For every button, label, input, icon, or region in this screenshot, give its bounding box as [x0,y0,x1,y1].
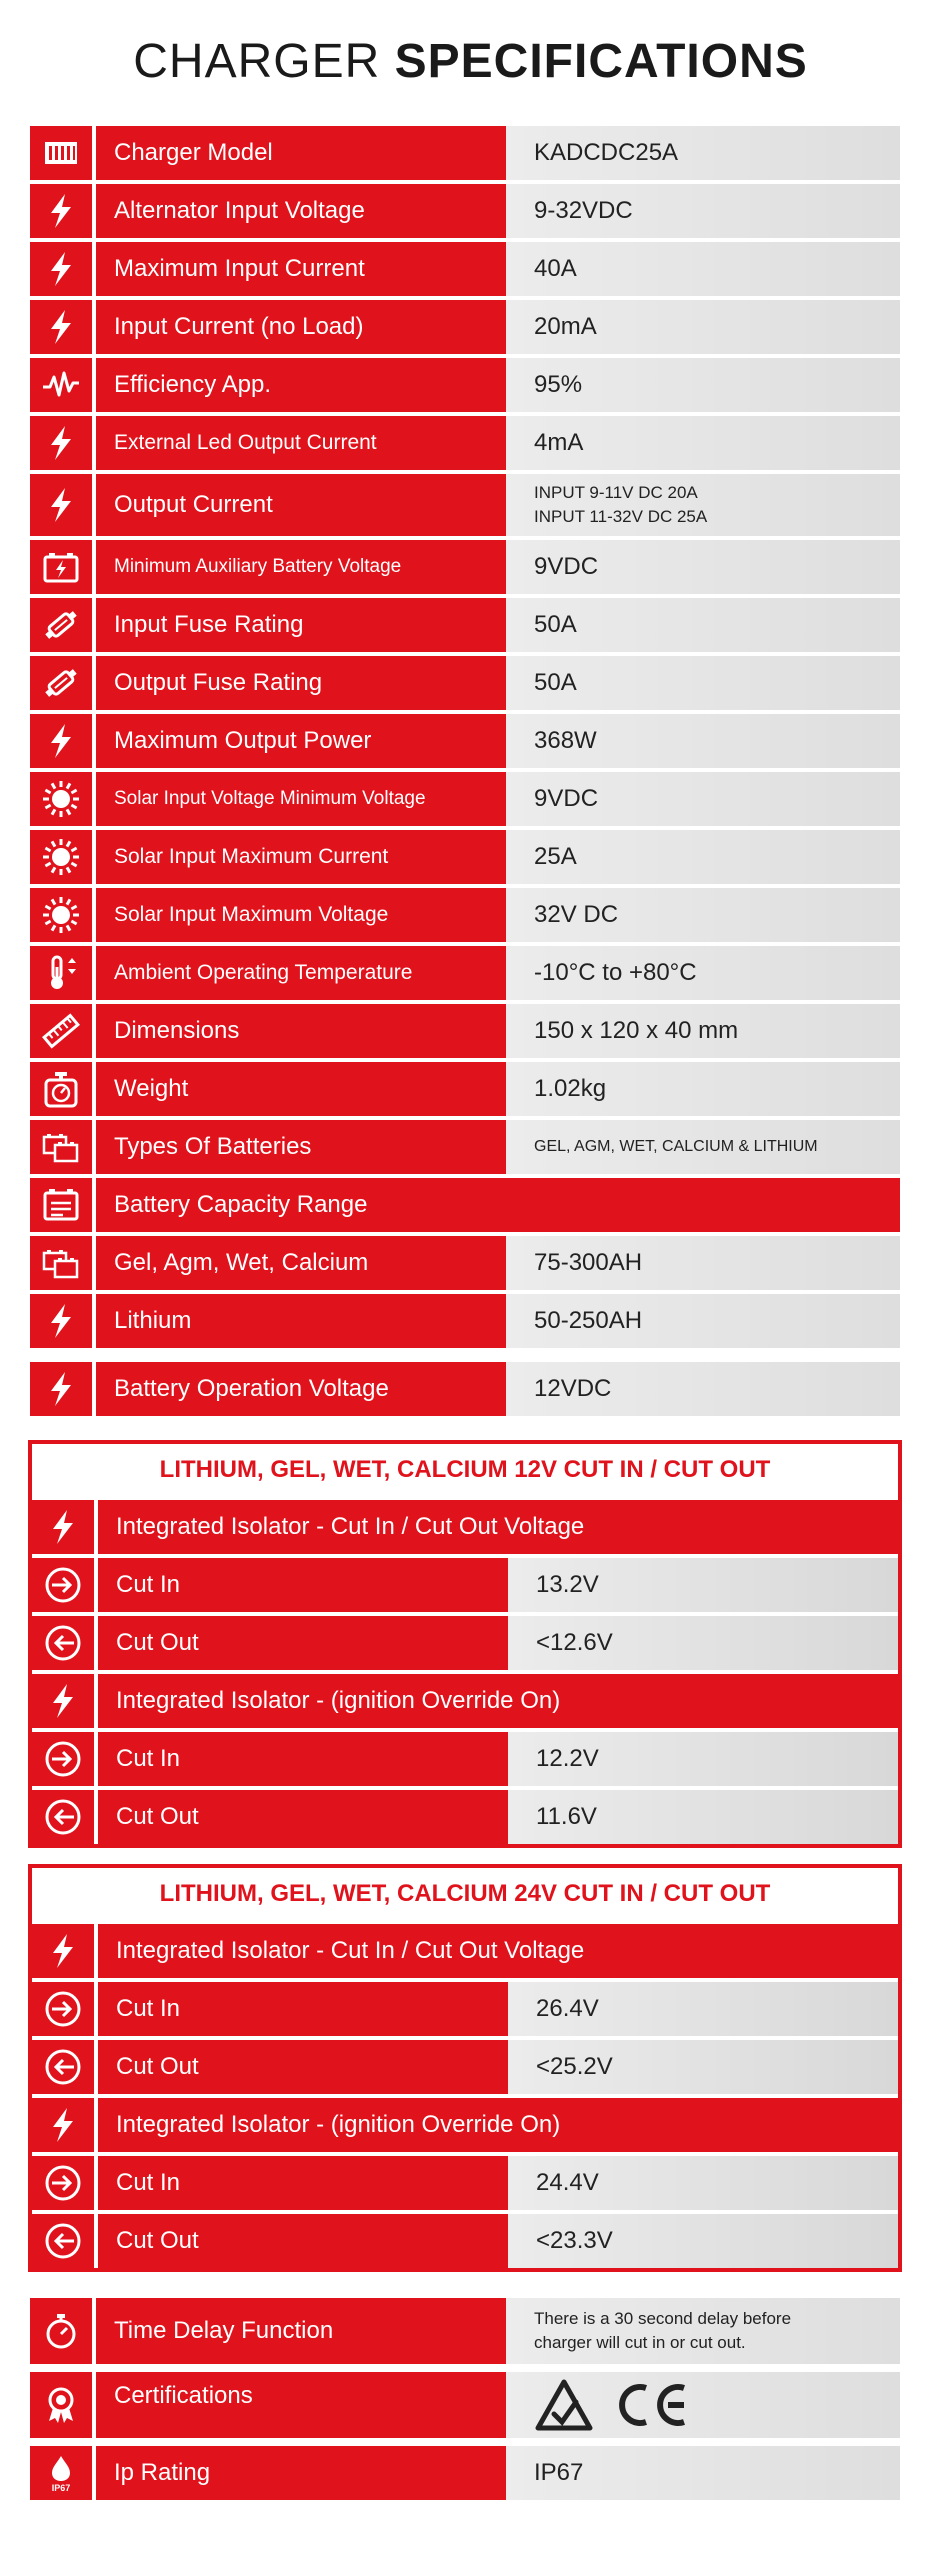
spec-row [30,888,900,942]
ip67-icon [30,2446,96,2500]
spec-value: 25A [506,830,900,884]
sun-icon [30,772,96,826]
fuse-icon [30,598,96,652]
ce-mark-icon [612,2380,692,2430]
spec-row [30,714,900,768]
spec-value: 40A [506,242,900,296]
section-heading: LITHIUM, GEL, WET, CALCIUM 12V CUT IN / CUT OUT [32,1444,898,1496]
spec-value-line: INPUT 9-11V DC 20A [534,483,698,502]
spec-row [30,772,900,826]
sun-icon [30,888,96,942]
spec-row [30,598,900,652]
spec-row [30,300,900,354]
spec-label: Gel, Agm, Wet, Calcium [96,1236,506,1290]
spec-value: 24.4V [508,2156,898,2210]
spec-label: Cut Out [98,1790,508,1844]
lightning-icon [30,242,96,296]
spec-row [30,1004,900,1058]
spec-label: Cut Out [98,2040,508,2094]
cut-in-icon [32,1982,98,2036]
stopwatch-icon [30,2298,96,2364]
spec-value-line: charger will cut in or cut out. [534,2333,746,2352]
spec-value: 13.2V [508,1558,898,1612]
battery-gauge-icon [30,1178,96,1232]
lightning-icon [30,1362,96,1416]
spec-row [30,126,900,180]
spec-label: Output Current [96,474,506,536]
cut-in-icon [32,2156,98,2210]
spec-label: Minimum Auxiliary Battery Voltage [96,540,506,594]
spec-value: 9-32VDC [506,184,900,238]
spec-label: Cut Out [98,1616,508,1670]
spec-label: Cut In [98,1558,508,1612]
spec-row [32,1554,898,1612]
rcm-mark-icon [534,2378,594,2432]
spec-row [30,416,900,470]
spec-label: Ip Rating [96,2446,506,2500]
spec-value: 11.6V [508,1790,898,1844]
spec-row [30,1062,900,1116]
spec-row [30,242,900,296]
spec-row [32,1612,898,1670]
waveform-icon [30,358,96,412]
spec-value: <25.2V [508,2040,898,2094]
spec-value: 12.2V [508,1732,898,1786]
sun-icon [30,830,96,884]
spec-label: Dimensions [96,1004,506,1058]
spec-label: Integrated Isolator - Cut In / Cut Out Voltage [98,1500,898,1554]
spec-value: 4mA [506,416,900,470]
spec-row [30,830,900,884]
spec-value: <12.6V [508,1616,898,1670]
spec-label: Weight [96,1062,506,1116]
spec-row [30,1362,900,1416]
lightning-icon [30,184,96,238]
award-icon [30,2372,96,2438]
title-bold: SPECIFICATIONS [394,35,808,88]
spec-row [32,1496,898,1554]
spec-label: Certifications [96,2372,506,2438]
spec-value: 32V DC [506,888,900,942]
spec-label: Battery Capacity Range [96,1178,900,1232]
spec-row [30,1120,900,1174]
spec-value: 368W [506,714,900,768]
cut-section [28,1864,902,2272]
batteries-icon [30,1120,96,1174]
spec-value: <23.3V [508,2214,898,2268]
spec-row [32,1670,898,1728]
spec-label: Solar Input Voltage Minimum Voltage [96,772,506,826]
spec-value-line: There is a 30 second delay before [534,2309,792,2328]
lightning-icon [30,300,96,354]
batteries-icon [30,1236,96,1290]
spec-label: Cut Out [98,2214,508,2268]
spec-row [30,1294,900,1348]
spec-label: Input Current (no Load) [96,300,506,354]
spec-row [30,358,900,412]
svg-text:IP67: IP67 [51,2483,71,2493]
spec-label: Integrated Isolator - Cut In / Cut Out Voltage [98,1924,898,1978]
lightning-icon [32,1500,98,1554]
spec-label: Maximum Input Current [96,242,506,296]
title-light: CHARGER [133,35,381,88]
section-heading: LITHIUM, GEL, WET, CALCIUM 24V CUT IN / CUT OUT [32,1868,898,1920]
spec-value: 1.02kg [506,1062,900,1116]
spec-label: Integrated Isolator - (ignition Override On) [98,1674,898,1728]
spec-value: 12VDC [506,1362,900,1416]
spec-row [30,474,900,536]
fuse-icon [30,656,96,710]
spec-value: GEL, AGM, WET, CALCIUM & LITHIUM [506,1120,900,1174]
cut-out-icon [32,2040,98,2094]
spec-row [32,1786,898,1844]
page-title [0,30,941,94]
cut-out-icon [32,2214,98,2268]
ruler-icon [30,1004,96,1058]
spec-label: Ambient Operating Temperature [96,946,506,1000]
spec-value: 9VDC [506,540,900,594]
spec-label: Charger Model [96,126,506,180]
spec-label: Time Delay Function [96,2298,506,2364]
spec-row [30,2372,900,2438]
spec-row [30,2446,900,2500]
lightning-icon [30,474,96,536]
spec-row [32,1978,898,2036]
spec-value: 50A [506,598,900,652]
lightning-icon [30,714,96,768]
spec-label: Cut In [98,1732,508,1786]
spec-row [32,2210,898,2268]
cut-in-icon [32,1558,98,1612]
battery-icon [30,126,96,180]
thermometer-icon [30,946,96,1000]
lightning-icon [32,1674,98,1728]
spec-row [30,1236,900,1290]
spec-row [30,946,900,1000]
spec-value [506,2298,900,2364]
battery-bolt-icon [30,540,96,594]
spec-label: Solar Input Maximum Voltage [96,888,506,942]
spec-label: Lithium [96,1294,506,1348]
cut-in-icon [32,1732,98,1786]
spec-label: Battery Operation Voltage [96,1362,506,1416]
cut-section [28,1440,902,1848]
spec-value [506,474,900,536]
spec-value-line: INPUT 11-32V DC 25A [534,507,708,526]
spec-row [32,2036,898,2094]
spec-value: 9VDC [506,772,900,826]
spec-label: External Led Output Current [96,416,506,470]
spec-row [30,540,900,594]
spec-value: 20mA [506,300,900,354]
spec-value: -10°C to +80°C [506,946,900,1000]
spec-value: 75-300AH [506,1236,900,1290]
spec-value: 50-250AH [506,1294,900,1348]
spec-value: KADCDC25A [506,126,900,180]
spec-value: 150 x 120 x 40 mm [506,1004,900,1058]
spec-row [32,2152,898,2210]
spec-value: 50A [506,656,900,710]
spec-row [30,1178,900,1232]
spec-row [32,1920,898,1978]
spec-row [30,184,900,238]
cut-out-icon [32,1790,98,1844]
spec-row [32,2094,898,2152]
spec-row [30,656,900,710]
spec-label: Alternator Input Voltage [96,184,506,238]
spec-label: Solar Input Maximum Current [96,830,506,884]
spec-label: Output Fuse Rating [96,656,506,710]
spec-row [30,2298,900,2364]
lightning-icon [30,1294,96,1348]
cut-out-icon [32,1616,98,1670]
spec-label: Types Of Batteries [96,1120,506,1174]
spec-label: Cut In [98,1982,508,2036]
spec-label: Maximum Output Power [96,714,506,768]
lightning-icon [32,2098,98,2152]
spec-label: Integrated Isolator - (ignition Override On) [98,2098,898,2152]
spec-value: 26.4V [508,1982,898,2036]
spec-label: Input Fuse Rating [96,598,506,652]
spec-label: Cut In [98,2156,508,2210]
certification-marks [506,2372,900,2438]
spec-row [32,1728,898,1786]
lightning-icon [30,416,96,470]
spec-value: 95% [506,358,900,412]
scale-icon [30,1062,96,1116]
spec-value: IP67 [506,2446,900,2500]
lightning-icon [32,1924,98,1978]
spec-label: Efficiency App. [96,358,506,412]
